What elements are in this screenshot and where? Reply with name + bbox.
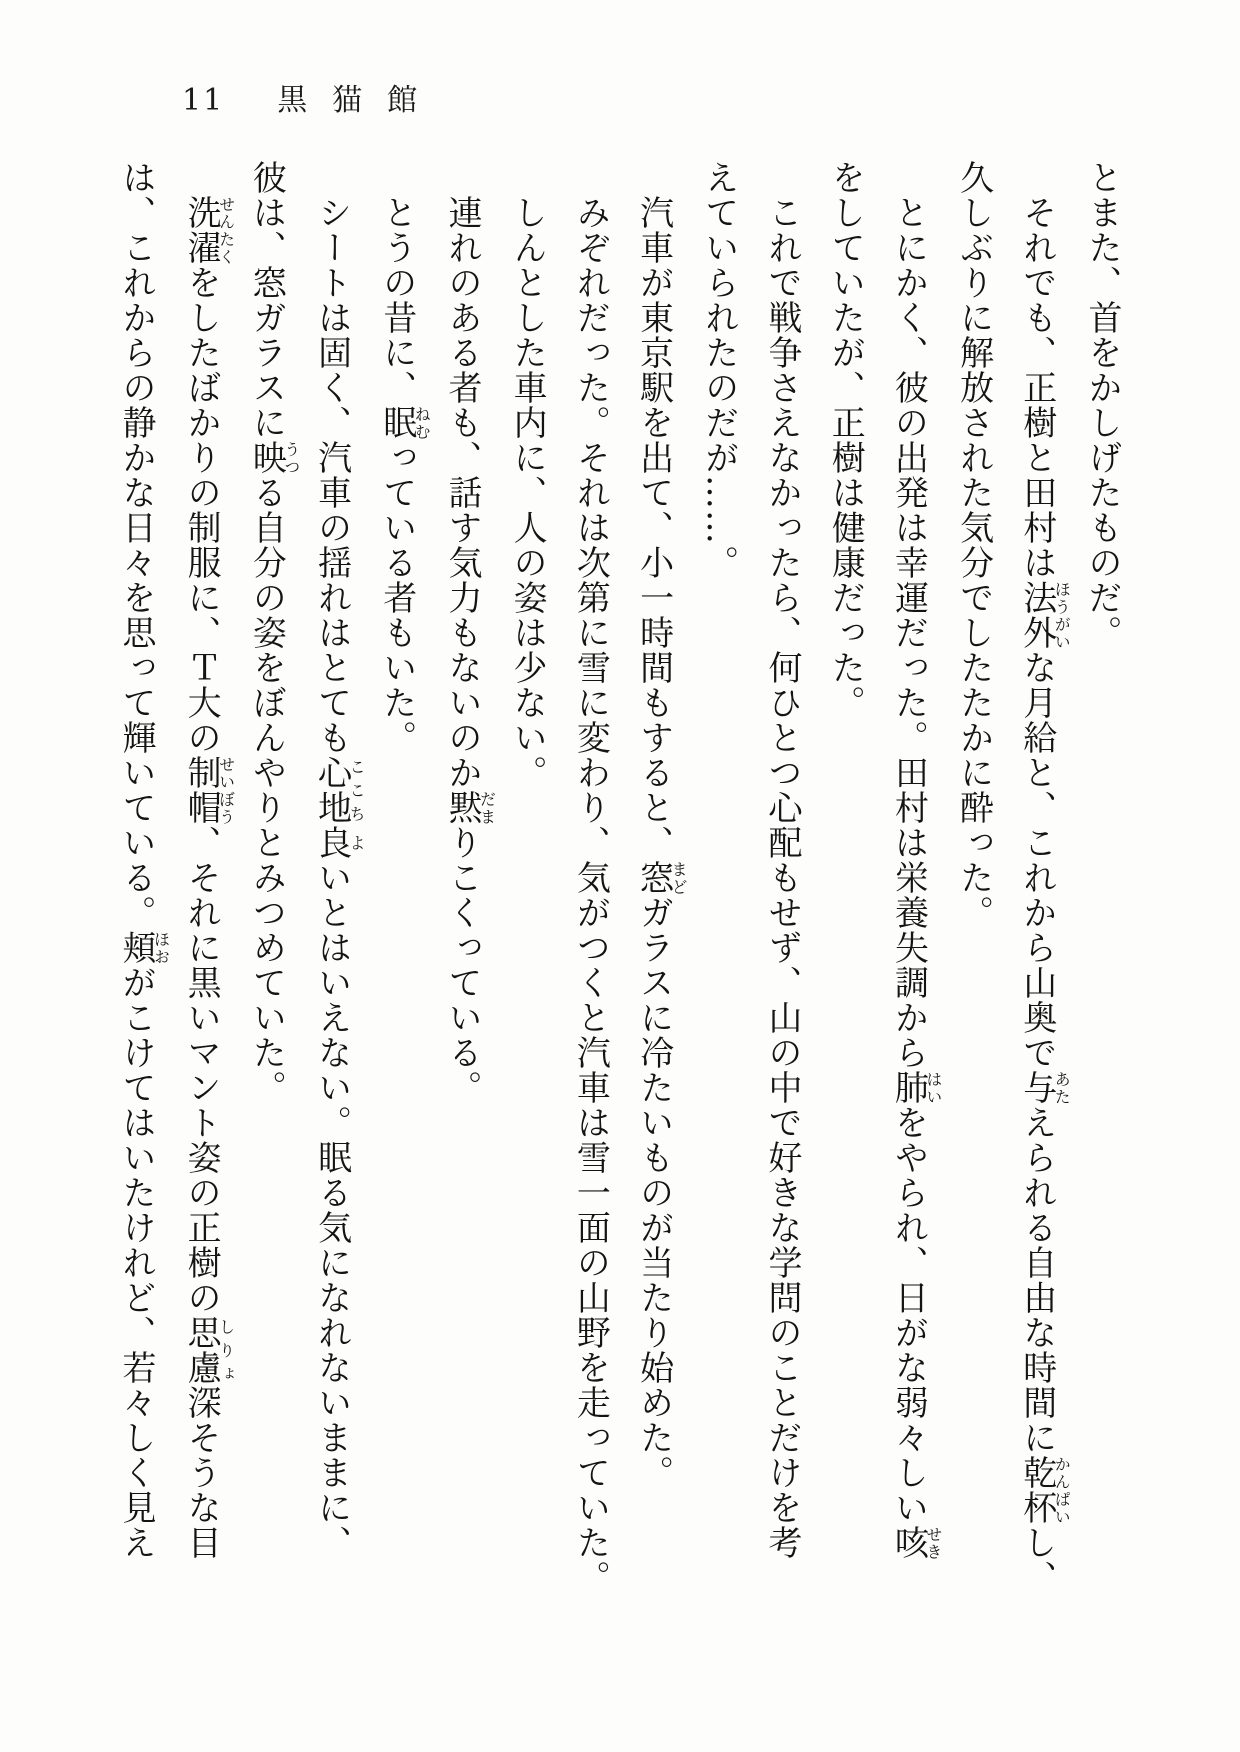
text-line <box>169 160 234 1640</box>
furigana-text: せいぼう <box>216 755 236 825</box>
text-run: し、 <box>1016 1525 1057 1595</box>
text-line <box>495 160 558 1640</box>
text-run: がこけてはいたけれど、若々しく見え <box>115 965 156 1560</box>
furigana-text: うつ <box>281 440 301 475</box>
ruby-annotated-word: 頬ほお <box>115 930 171 965</box>
ruby-annotated-word: 心地ここち <box>311 755 367 825</box>
page-title: 黒猫館 <box>277 83 443 118</box>
text-run: 汽車が東京駅を出て、小一時間もすると、 <box>633 195 674 860</box>
text-run: っている者もいた。 <box>376 440 417 755</box>
body-text <box>104 160 1133 1640</box>
text-run: 久しぶりに解放された気分でしたたかに酔った。 <box>953 160 994 930</box>
text-run: とうの昔に、 <box>376 195 417 405</box>
text-run: りこくっている。 <box>441 825 482 1105</box>
ruby-annotated-word: 制帽せいぼう <box>181 755 236 825</box>
text-run: は、これからの静かな日々を思って輝いている。 <box>115 160 156 930</box>
text-line <box>687 160 750 1640</box>
text-run: 深そうな目 <box>181 1385 222 1560</box>
furigana-text: せんたく <box>216 195 236 265</box>
text-line <box>365 160 430 1640</box>
furigana-text: ほうがい <box>1052 580 1072 650</box>
ruby-annotated-word: 乾杯かんぱい <box>1016 1455 1072 1525</box>
text-run: をしていたが、正樹は健康だった。 <box>825 160 866 720</box>
text-line <box>813 160 876 1640</box>
text-run: えていられたのだが……。 <box>698 160 739 580</box>
text-run: しんとした車内に、人の姿は少ない。 <box>507 195 548 790</box>
text-run: みぞれだった。それは次第に雪に変わり、気がつくと汽車は雪一面の山野を走っていた。 <box>570 195 611 1595</box>
furigana-text: よ <box>347 825 367 860</box>
text-line <box>621 160 689 1640</box>
ruby-annotated-word: 法外ほうがい <box>1016 580 1072 650</box>
ruby-annotated-word: 肺はい <box>888 1070 943 1105</box>
ruby-annotated-word: 窓まど <box>633 860 689 895</box>
text-run: をやられ、日がな弱々しい <box>888 1105 929 1525</box>
text-run: とまた、首をかしげたものだ。 <box>1082 160 1122 650</box>
text-run: 、それに黒いマント姿の正樹の <box>181 825 222 1315</box>
text-run: ガラスに冷たいものが当たり始めた。 <box>633 895 674 1490</box>
page-number: 11 <box>182 83 225 118</box>
text-line <box>299 160 367 1640</box>
ruby-annotated-word: 思慮しりょ <box>181 1315 236 1385</box>
ruby-annotated-word: 咳せき <box>888 1525 943 1560</box>
ruby-annotated-word: 与あた <box>1016 1070 1072 1105</box>
text-run: とにかく、彼の出発は幸運だった。田村は栄養失調から <box>888 195 929 1070</box>
text-line <box>1005 160 1070 1640</box>
text-line <box>876 160 941 1640</box>
page-header <box>182 83 443 118</box>
text-run: えられる自由な時間に <box>1016 1105 1057 1455</box>
furigana-text: あた <box>1052 1070 1072 1105</box>
text-line <box>750 160 813 1640</box>
text-run: これで戦争さえなかったら、何ひとつ心配もせず、山の中で好きな学問のことだけを考 <box>761 195 802 1560</box>
furigana-text: だま <box>477 790 497 825</box>
furigana-text: はい <box>923 1070 943 1105</box>
furigana-text: ここち <box>347 755 367 825</box>
furigana-text: ほお <box>151 930 171 965</box>
text-line <box>558 160 621 1640</box>
furigana-text: ねむ <box>412 405 432 440</box>
ruby-annotated-word: 良よ <box>311 825 367 860</box>
ruby-annotated-word: 眠ねむ <box>376 405 432 440</box>
furigana-text: まど <box>669 860 689 895</box>
text-run: 彼は、窓ガラスに <box>246 160 287 440</box>
ruby-annotated-word: 洗濯せんたく <box>181 195 236 265</box>
text-run: る自分の姿をぼんやりとみつめていた。 <box>246 475 287 1105</box>
text-line <box>941 160 1004 1640</box>
furigana-text: しりょ <box>216 1315 236 1385</box>
text-line <box>234 160 299 1640</box>
text-line <box>430 160 495 1640</box>
furigana-text: かんぱい <box>1052 1455 1072 1525</box>
text-run: な月給と、これから山奥で <box>1016 650 1057 1070</box>
ruby-annotated-word: 映うつ <box>246 440 301 475</box>
text-run: シートは固く、汽車の揺れはとても <box>311 195 352 755</box>
text-run: いとはいえない。眠る気になれないままに、 <box>311 860 352 1560</box>
text-run: をしたばかりの制服に、Ｔ大の <box>181 265 222 755</box>
ruby-annotated-word: 黙だま <box>441 790 497 825</box>
text-run: それでも、正樹と田村は <box>1016 195 1057 580</box>
text-run: 連れのある者も、話す気力もないのか <box>441 195 482 790</box>
text-line <box>104 160 169 1640</box>
furigana-text: せき <box>923 1525 943 1560</box>
text-line <box>1070 160 1133 1640</box>
